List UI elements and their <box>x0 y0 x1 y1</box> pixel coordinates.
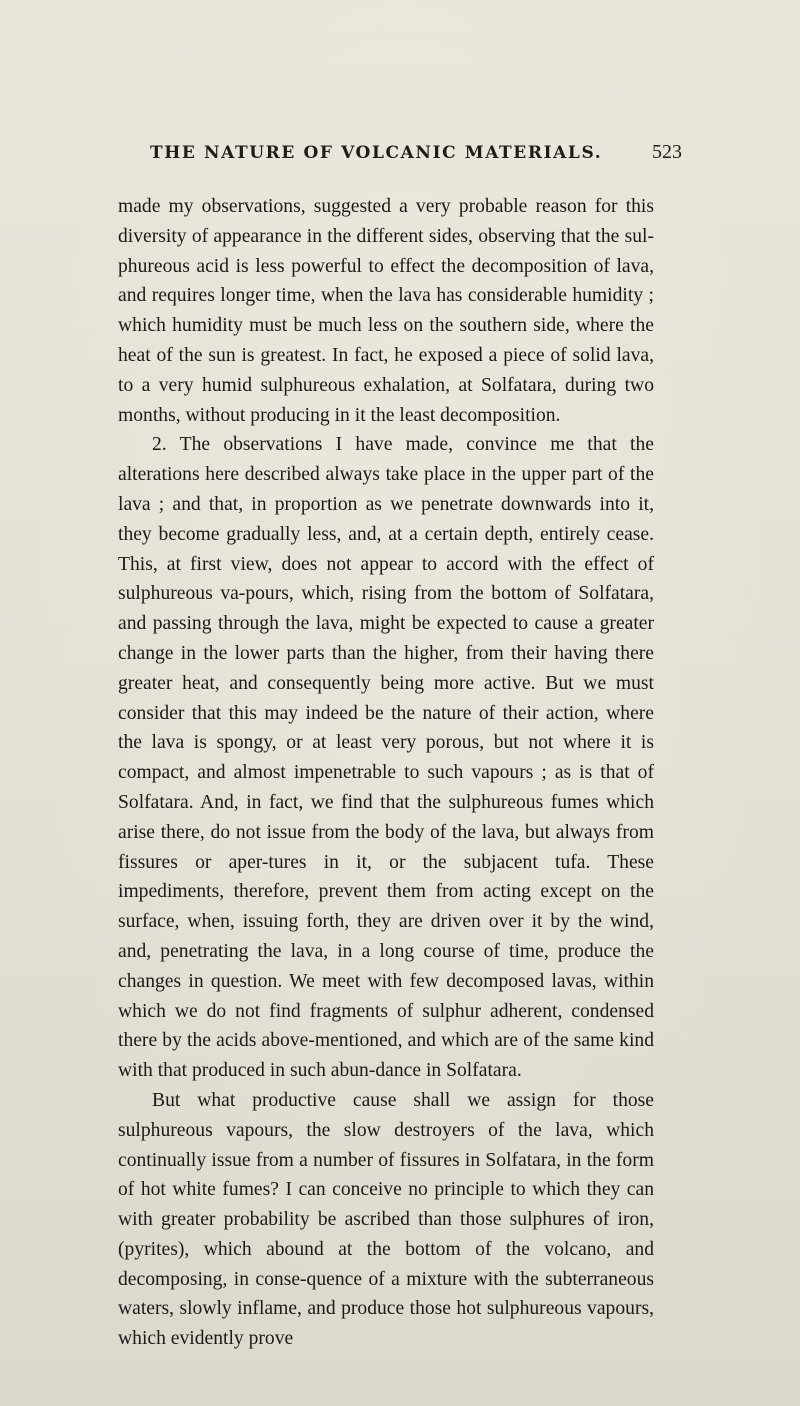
page-number: 523 <box>652 141 682 163</box>
paragraph: 2. The observations I have made, convince me that the alterations here described always take place in the upper part of the lava ; and that, in proportion as we penetrate downwards into it, they become gradually less, and, at a certain depth, entirely cease. This, at first view, does not appear to accord with the effect of sulphureous va-pours, which, rising from the bottom of Solfatara, and passing through the lava, might be expected to cause a greater change in the lower parts than the higher, from their having there greater heat, and consequently being more active. But we must consider that this may indeed be the nature of their action, where the lava is spongy, or at least very porous, but not where it is compact, and almost impenetrable to such vapours ; as is that of Solfatara. And, in fact, we find that the sulphureous fumes which arise there, do not issue from the body of the lava, but always from fissures or aper-tures in it, or the subjacent tufa. These impediments, therefore, prevent them from acting except on the surface, when, issuing forth, they are driven over it by the wind, and, penetrating the lava, in a long course of time, produce the changes in question. We meet with few decomposed lavas, within which we do not find fragments of sulphur adherent, condensed there by the acids above-mentioned, and which are of the same kind with that produced in such abun-dance in Solfatara. <box>118 434 654 1082</box>
paragraph: made my observations, suggested a very probable reason for this diversity of appearance in the different sides, observing that the sul-phureous acid is less powerful to effect the decomposition of lava, and requires longer time, when the lava has considerable humidity ; which humidity must be much less on the southern side, where the heat of the sun is greatest. In fact, he exposed a piece of solid lava, to a very humid sulphureous exhalation, at Solfatara, during two months, without producing in it the least decomposition. <box>118 196 654 426</box>
body-text <box>118 192 654 1354</box>
running-head-title: THE NATURE OF VOLCANIC MATERIALS. <box>150 143 603 163</box>
paragraph: But what productive cause shall we assign for those sulphureous vapours, the slow destroyers of the lava, which continually issue from a number of fissures in Solfatara, in the form of hot white fumes? I can conceive no principle to which they can with greater probability be ascribed than those sulphures of iron, (pyrites), which abound at the bottom of the volcano, and decomposing, in conse-quence of a mixture with the subterraneous waters, slowly inflame, and produce those hot sulphureous vapours, which evidently prove <box>118 1089 654 1350</box>
